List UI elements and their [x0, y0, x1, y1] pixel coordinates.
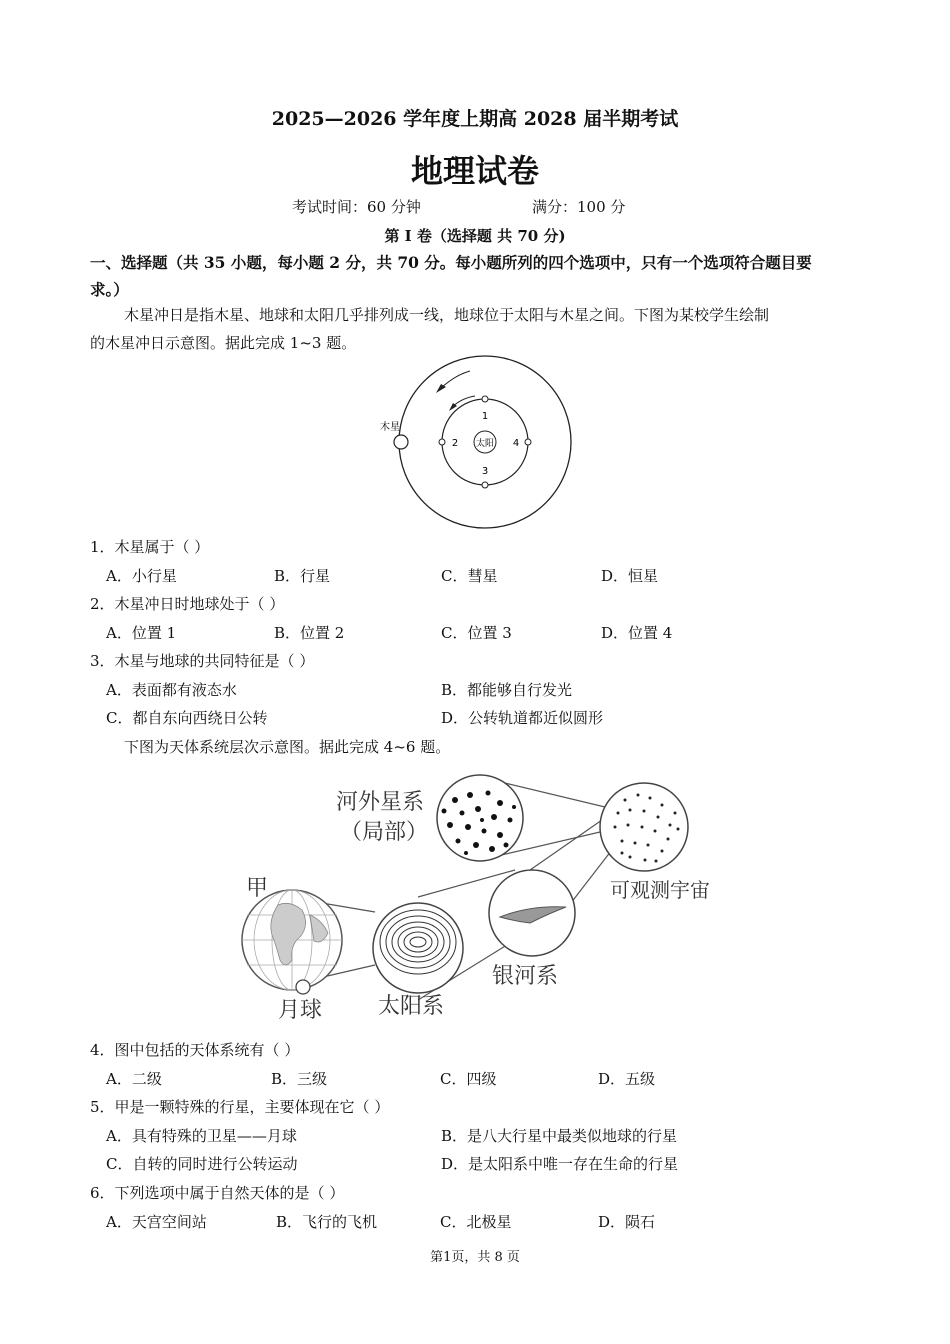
q3-option-b: B．都能够自行发光	[441, 681, 573, 699]
q2-option-a: A．位置 1	[106, 624, 177, 642]
q2-option-d: D．位置 4	[601, 624, 673, 642]
extragalactic-label-1: 河外星系	[336, 790, 425, 815]
position-1-label: 1	[481, 411, 489, 422]
position-1-marker	[482, 396, 488, 402]
position-4-label: 4	[512, 438, 520, 449]
section-heading-line1: 一、选择题（共 35 小题，每小题 2 分，共 70 分。每小题所列的四个选项中，只有一个选项符合题目要	[90, 253, 812, 272]
solar-system-label: 太阳系	[378, 994, 445, 1019]
celestial-system-figure	[230, 765, 730, 1025]
sun-label: 太阳	[475, 439, 495, 449]
exam-time: 考试时间：60 分钟	[292, 198, 421, 216]
q6-option-b: B．飞行的飞机	[276, 1213, 378, 1231]
jupiter-marker	[394, 435, 408, 449]
passage1-line2: 的木星冲日示意图。据此完成 1~3 题。	[90, 334, 357, 352]
q2-option-b: B．位置 2	[274, 624, 345, 642]
q1-option-d: D．恒星	[601, 567, 659, 585]
position-3-marker	[482, 482, 488, 488]
q2-option-c: C．位置 3	[441, 624, 512, 642]
jia-label: 甲	[246, 876, 269, 901]
q1-stem: 1．木星属于（ ）	[90, 538, 210, 556]
q6-option-a: A．天宫空间站	[106, 1213, 207, 1231]
q4-stem: 4．图中包括的天体系统有（ ）	[90, 1041, 300, 1059]
jupiter-opposition-figure	[370, 355, 580, 530]
jupiter-label: 木星	[380, 422, 400, 433]
q4-option-c: C．四级	[440, 1070, 497, 1088]
passage2-line1: 下图为天体系统层次示意图。据此完成 4~6 题。	[124, 738, 451, 756]
passage1-line1: 木星冲日是指木星、地球和太阳几乎排列成一线，地球位于太阳与木星之间。下图为某校学生绘制	[124, 306, 770, 324]
q6-option-c: C．北极星	[440, 1213, 512, 1231]
q5-option-b: B．是八大行星中最类似地球的行星	[441, 1127, 678, 1145]
full-score: 满分：100 分	[532, 198, 626, 216]
universe-label: 可观测宇宙	[610, 878, 710, 902]
extragalactic-label-2: （局部）	[340, 820, 429, 845]
section-heading-line2: 求。）	[90, 280, 129, 299]
q3-option-c: C．都自东向西绕日公转	[106, 709, 268, 727]
q5-option-a: A．具有特殊的卫星——月球	[106, 1127, 297, 1145]
q1-option-b: B．行星	[274, 567, 331, 585]
q5-option-c: C．自转的同时进行公转运动	[106, 1155, 298, 1173]
exam-title: 2025—2026 学年度上期高 2028 届半期考试	[271, 108, 679, 130]
subject-title: 地理试卷	[410, 152, 539, 190]
q4-option-d: D．五级	[598, 1070, 656, 1088]
q6-option-d: D．陨石	[598, 1213, 656, 1231]
q3-stem: 3．木星与地球的共同特征是（ ）	[90, 652, 315, 670]
position-3-label: 3	[481, 466, 489, 477]
moon-marker	[296, 980, 310, 994]
q1-option-c: C．彗星	[441, 567, 498, 585]
q4-option-a: A．二级	[106, 1070, 162, 1088]
position-4-marker	[525, 439, 531, 445]
q5-option-d: D．是太阳系中唯一存在生命的行星	[441, 1155, 679, 1173]
position-2-label: 2	[451, 438, 459, 449]
q5-stem: 5．甲是一颗特殊的行星，主要体现在它（ ）	[90, 1098, 390, 1116]
moon-label: 月球	[278, 998, 323, 1023]
q1-option-a: A．小行星	[106, 567, 177, 585]
q6-stem: 6．下列选项中属于自然天体的是（ ）	[90, 1184, 345, 1202]
q2-stem: 2．木星冲日时地球处于（ ）	[90, 595, 285, 613]
volume-title: 第 I 卷（选择题 共 70 分)	[384, 227, 566, 245]
universe-circle	[600, 783, 688, 871]
q4-option-b: B．三级	[271, 1070, 328, 1088]
page-footer: 第1页，共 8 页	[430, 1250, 520, 1265]
milkyway-label: 银河系	[492, 964, 559, 989]
position-2-marker	[439, 439, 445, 445]
q3-option-d: D．公转轨道都近似圆形	[441, 709, 604, 727]
q3-option-a: A．表面都有液态水	[106, 681, 237, 699]
